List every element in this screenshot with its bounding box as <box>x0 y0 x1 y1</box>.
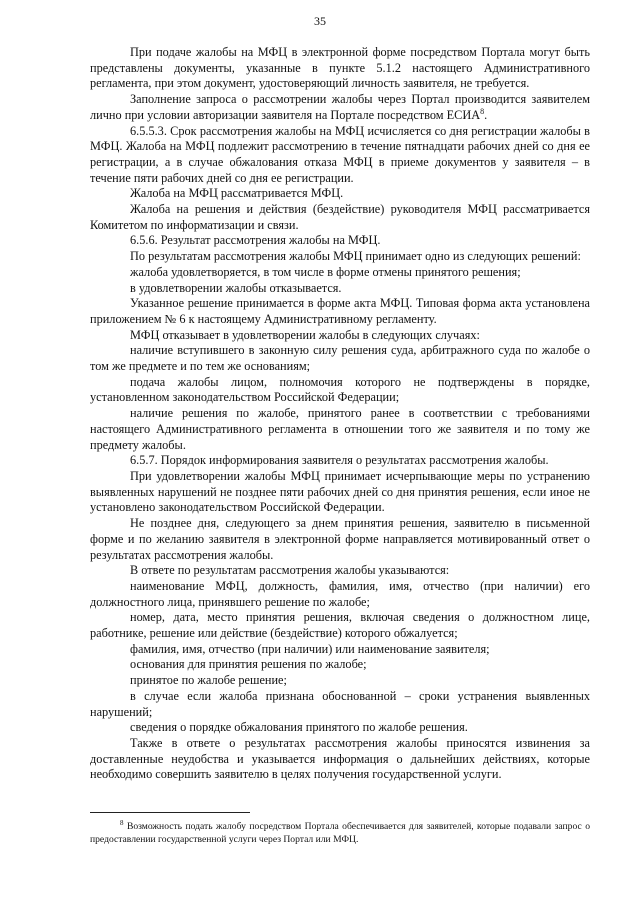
paragraph: При удовлетворении жалобы МФЦ принимает исчерпывающие меры по устранению выявленных нарушений не позднее пяти рабочих дней со дня принятия решения, если иное не установлено законодательством Российской Федерации. <box>90 468 590 515</box>
document-body <box>90 45 590 783</box>
footnote-reference: 8 <box>480 106 485 116</box>
paragraph: фамилия, имя, отчество (при наличии) или наименование заявителя; <box>130 641 490 656</box>
paragraph: 6.5.5.3. Срок рассмотрения жалобы на МФЦ исчисляется со дня регистрации жалобы в МФЦ. Жалоба на МФЦ подлежит рассмотрению в течение пятнадцати рабочих дней со дня ее регистрации, а в случае обжалования отказа МФЦ в приеме документов у заявителя – в течение пяти рабочих дней со дня ее регистрации. <box>90 123 590 185</box>
footnote-mark: 8 <box>120 819 124 827</box>
paragraph: основания для принятия решения по жалобе; <box>130 657 367 672</box>
paragraph: МФЦ отказывает в удовлетворении жалобы в следующих случаях: <box>130 327 480 342</box>
footnote-divider <box>90 812 250 813</box>
paragraph: в удовлетворении жалобы отказывается. <box>130 280 342 295</box>
paragraph: подача жалобы лицом, полномочия которого не подтверждены в порядке, установленном законодательством Российской Федерации; <box>90 374 590 405</box>
paragraph: принятое по жалобе решение; <box>130 673 287 688</box>
paragraph: наличие решения по жалобе, принятого ранее в соответствии с требованиями настоящего Административного регламента в отношении того же заявителя и по тому же предмету жалобы. <box>90 406 590 452</box>
paragraph: При подаче жалобы на МФЦ в электронной форме посредством Портала могут быть представлены документы, указанные в пункте 5.1.2 настоящего Административного регламента, при этом документ, удостоверяющий личность заявителя, не требуется. <box>90 45 590 91</box>
paragraph: Жалоба на МФЦ рассматривается МФЦ. <box>130 186 344 201</box>
paragraph: Жалоба на решения и действия (бездействие) руководителя МФЦ рассматривается Комитетом по информатизации и связи. <box>90 202 590 232</box>
paragraph: Указанное решение принимается в форме акта МФЦ. Типовая форма акта установлена приложением № 6 к настоящему Административному регламенту. <box>90 296 590 326</box>
paragraph: наименование МФЦ, должность, фамилия, имя, отчество (при наличии) его должностного лица, принявшего решение по жалобе; <box>90 578 590 609</box>
paragraph: Не позднее дня, следующего за днем принятия решения, заявителю в письменной форме и по желанию заявителя в электронной форме направляется мотивированный ответ о результатах рассмотрения жалобы. <box>90 516 590 562</box>
page-number: 35 <box>314 14 326 28</box>
paragraph: сведения о порядке обжалования принятого по жалобе решения. <box>130 720 468 735</box>
footnote <box>90 817 590 846</box>
paragraph: В ответе по результатам рассмотрения жалобы указываются: <box>130 563 450 578</box>
paragraph: Также в ответе о результатах рассмотрения жалобы приносятся извинения за доставленные неудобства и указывается информация о дальнейших действиях, которые необходимо совершить заявителю в целях получения государственной услуги. <box>90 735 590 782</box>
paragraph-text: Заполнение запроса о рассмотрении жалобы через Портал производится заявителем лично при условии авторизации заявителя на Портале посредством ЕСИА <box>90 92 590 122</box>
paragraph: По результатам рассмотрения жалобы МФЦ принимает одно из следующих решений: <box>130 249 581 264</box>
paragraph: 6.5.7. Порядок информирования заявителя о результатах рассмотрения жалобы. <box>130 453 549 468</box>
paragraph: жалоба удовлетворяется, в том числе в форме отмены принятого решения; <box>130 264 521 279</box>
paragraph: 6.5.6. Результат рассмотрения жалобы на МФЦ. <box>130 233 381 248</box>
footnote-text: Возможность подать жалобу посредством Портала обеспечивается для заявителей, которые подавали запрос о предоставлении государственной услуги через Портал или МФЦ. <box>90 821 590 845</box>
paragraph: в случае если жалоба признана обоснованной – сроки устранения выявленных нарушений; <box>90 688 590 719</box>
paragraph: наличие вступившего в законную силу решения суда, арбитражного суда по жалобе о том же предмете и по тем же основаниям; <box>90 343 590 374</box>
paragraph: Заполнение запроса о рассмотрении жалобы через Портал производится заявителем лично при условии авторизации заявителя на Портале посредством ЕСИА$^8$. <box>90 92 590 122</box>
paragraph: номер, дата, место принятия решения, включая сведения о должностном лице, работнике, решение или действие (бездействие) которого обжалуется; <box>90 610 590 641</box>
